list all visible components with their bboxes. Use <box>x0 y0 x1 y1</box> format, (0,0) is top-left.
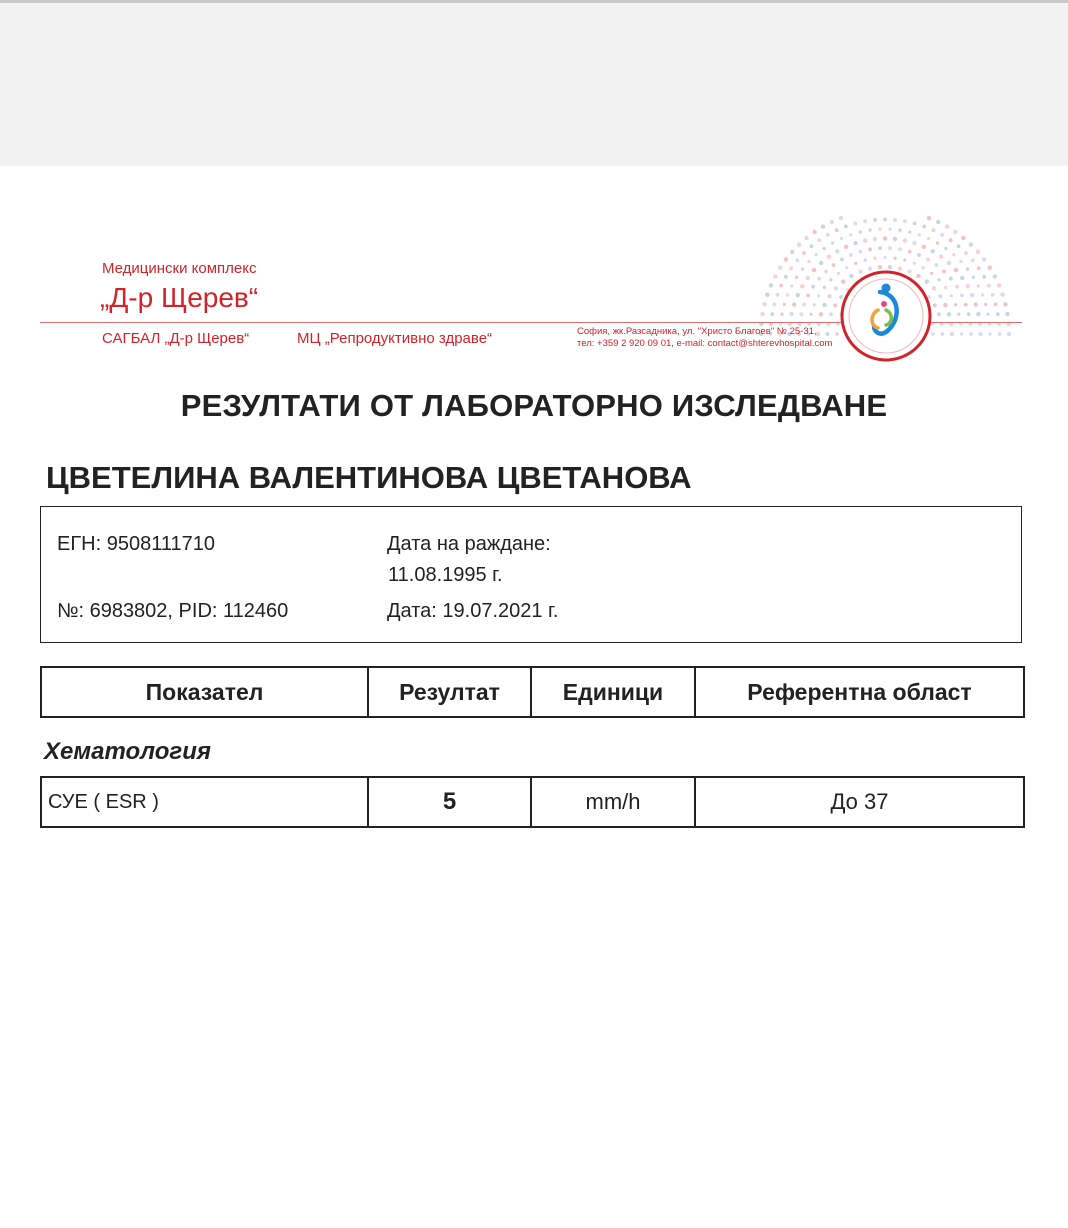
egn-field: ЕГН: 9508111710 <box>57 533 215 555</box>
unit-value: mm/h <box>531 777 695 827</box>
decorative-dot <box>912 241 916 245</box>
decorative-dot <box>893 237 897 241</box>
decorative-dot <box>950 294 953 297</box>
decorative-dot <box>993 274 997 278</box>
decorative-dot <box>964 303 968 307</box>
decorative-dot <box>937 312 941 316</box>
decorative-dot <box>778 266 782 270</box>
decorative-dot <box>840 258 844 262</box>
decorative-dot <box>917 253 921 257</box>
decorative-dot <box>932 286 936 290</box>
decorative-dot <box>849 233 852 236</box>
decorative-dot <box>827 255 831 259</box>
decorative-dot <box>840 237 843 240</box>
decorative-dot <box>988 266 992 270</box>
decorative-dot <box>888 265 892 269</box>
decorative-dot <box>913 262 916 265</box>
decorative-dot <box>873 237 877 241</box>
decorative-dot <box>817 238 821 242</box>
decorative-dot <box>988 332 991 335</box>
hospital-logo-icon <box>840 270 932 362</box>
decorative-dot <box>945 224 949 228</box>
decorative-dot <box>936 242 939 245</box>
decorative-dot <box>898 247 902 251</box>
decorative-dot <box>903 259 906 262</box>
decorative-dot <box>996 312 1000 316</box>
decorative-dot <box>944 286 947 289</box>
address-line: София, жк.Разсадника, ул. "Христо Благоев" № 25-31, <box>577 326 817 337</box>
decorative-dot <box>824 270 828 274</box>
decorative-dot <box>957 313 960 316</box>
decorative-dot <box>991 293 995 297</box>
decorative-dot <box>994 303 998 307</box>
decorative-dot <box>883 218 887 222</box>
decorative-dot <box>835 249 839 253</box>
decorative-dot <box>830 220 834 224</box>
decorative-dot <box>812 268 816 272</box>
decorative-dot <box>954 268 958 272</box>
decorative-dot <box>804 236 808 240</box>
decorative-dot <box>926 258 930 262</box>
decorative-dot <box>789 266 793 270</box>
decorative-dot <box>786 293 789 296</box>
decorative-dot <box>888 228 891 231</box>
decorative-dot <box>849 253 853 257</box>
decorative-dot <box>976 312 980 316</box>
header-result: Резултат <box>368 667 531 717</box>
decorative-dot <box>858 250 862 254</box>
decorative-dot <box>797 242 801 246</box>
result-value: 5 <box>368 777 531 827</box>
decorative-dot <box>802 303 806 307</box>
decorative-dot <box>807 260 810 263</box>
decorative-dot <box>819 261 823 265</box>
decorative-dot <box>978 332 982 336</box>
decorative-dot <box>783 303 786 306</box>
decorative-dot <box>1005 312 1009 316</box>
decorative-dot <box>908 230 911 233</box>
decorative-dot <box>835 228 839 232</box>
decorative-dot <box>834 286 838 290</box>
decorative-dot <box>792 302 796 306</box>
hematology-results-table <box>40 776 1025 828</box>
top-gray-band <box>0 0 1068 166</box>
decorative-dot <box>810 313 813 316</box>
decorative-dot <box>947 312 951 316</box>
decorative-dot <box>927 216 931 220</box>
decorative-dot <box>773 274 777 278</box>
decorative-dot <box>967 312 971 316</box>
decorative-dot <box>854 262 857 265</box>
decorative-dot <box>800 284 804 288</box>
letterhead-branch-sagbal: САГБАЛ „Д-р Щерев“ <box>102 330 250 347</box>
decorative-dot <box>760 312 764 316</box>
decorative-dot <box>817 294 820 297</box>
decorative-dot <box>938 294 942 298</box>
letterhead-address <box>577 326 847 350</box>
decorative-dot <box>960 332 963 335</box>
decorative-dot <box>938 278 941 281</box>
decorative-dot <box>795 276 798 279</box>
decorative-dot <box>802 251 806 255</box>
decorative-dot <box>822 303 826 307</box>
decorative-dot <box>927 237 930 240</box>
header-indicator: Показател <box>41 667 368 717</box>
decorative-dot <box>982 257 986 261</box>
decorative-dot <box>779 284 783 288</box>
indicator-name: СУЕ ( ESR ) <box>41 777 368 827</box>
letterhead-name: „Д-р Щерев“ <box>100 282 259 313</box>
decorative-dot <box>819 312 823 316</box>
decorative-dot <box>913 222 917 226</box>
header-row <box>41 667 1024 717</box>
decorative-dot <box>784 257 788 261</box>
birth-date-value: 11.08.1995 г. <box>388 564 503 586</box>
decorative-dot <box>829 312 833 316</box>
decorative-dot <box>974 302 978 306</box>
decorative-dot <box>932 228 936 232</box>
decorative-dot <box>826 233 830 237</box>
decorative-dot <box>817 277 821 281</box>
decorative-dot <box>942 270 946 274</box>
decorative-dot <box>982 275 986 279</box>
decorative-dot <box>1003 302 1007 306</box>
document-page <box>0 166 1068 1228</box>
decorative-dot <box>873 257 876 260</box>
decorative-dot <box>765 293 769 297</box>
decorative-dot <box>953 230 957 234</box>
decorative-dot <box>966 284 970 288</box>
decorative-dot <box>966 268 969 271</box>
decorative-dot <box>939 255 943 259</box>
decorative-dot <box>780 313 783 316</box>
decorative-dot <box>936 220 940 224</box>
decorative-dot <box>981 293 984 296</box>
decorative-dot <box>888 246 892 250</box>
decorative-dot <box>922 245 926 249</box>
decorative-dot <box>883 256 886 259</box>
decorative-dot <box>790 250 794 254</box>
patient-name: ЦВЕТЕЛИНА ВАЛЕНТИНОВА ЦВЕТАНОВА <box>46 460 692 495</box>
decorative-dot <box>878 265 882 269</box>
decorative-dot <box>773 303 777 307</box>
decorative-dot <box>812 230 816 234</box>
decorative-dot <box>935 263 939 267</box>
decorative-dot <box>863 238 867 242</box>
decorative-dot <box>959 260 962 263</box>
decorative-dot <box>908 250 912 254</box>
decorative-dot <box>998 332 1002 336</box>
decorative-dot <box>943 303 947 307</box>
decorative-dot <box>868 247 872 251</box>
record-number-pid: №: 6983802, PID: 112460 <box>57 600 289 622</box>
decorative-dot <box>813 303 816 306</box>
decorative-dot <box>960 294 964 298</box>
letterhead-subtitle: Медицински комплекс <box>102 260 257 277</box>
decorative-dot <box>769 283 773 287</box>
decorative-dot <box>987 313 990 316</box>
decorative-dot <box>960 276 964 280</box>
decorative-dot <box>795 259 799 263</box>
decorative-dot <box>844 245 848 249</box>
decorative-dot <box>784 275 788 279</box>
decorative-dot <box>969 242 973 246</box>
decorative-dot <box>947 261 951 265</box>
decorative-dot <box>831 242 834 245</box>
decorative-dot <box>863 219 867 223</box>
decorative-dot <box>970 293 974 297</box>
letterhead-branch-mc: МЦ „Репродуктивно здраве“ <box>297 330 493 347</box>
decorative-dot <box>832 263 836 267</box>
result-date: Дата: 19.07.2021 г. <box>387 600 559 622</box>
decorative-dot <box>799 312 803 316</box>
decorative-dot <box>903 238 907 242</box>
decorative-dot <box>878 246 882 250</box>
decorative-dot <box>864 259 867 262</box>
decorative-dot <box>949 277 953 281</box>
letterhead <box>0 166 1068 366</box>
decorative-dot <box>997 283 1001 287</box>
decorative-dot <box>950 332 954 336</box>
decorative-dot <box>821 224 825 228</box>
decorative-dot <box>922 225 926 229</box>
decorative-dot <box>844 225 848 229</box>
decorative-dot <box>815 253 818 256</box>
decorative-dot <box>977 266 981 270</box>
decorative-dot <box>1007 332 1011 336</box>
decorative-dot <box>961 236 965 240</box>
decorative-dot <box>903 219 907 223</box>
decorative-dot <box>941 332 945 336</box>
decorative-dot <box>949 238 953 242</box>
decorative-dot <box>893 218 897 222</box>
decorative-dot <box>859 230 862 233</box>
decorative-dot <box>984 303 987 306</box>
decorative-dot <box>796 293 800 297</box>
decorative-dot <box>806 294 810 298</box>
birth-date-label: Дата на раждане: <box>387 533 551 555</box>
decorative-dot <box>801 268 804 271</box>
header-units: Единици <box>531 667 695 717</box>
decorative-dot <box>853 241 857 245</box>
decorative-dot <box>811 285 815 289</box>
decorative-dot <box>922 266 925 269</box>
decorative-dot <box>873 218 877 222</box>
decorative-dot <box>827 294 831 298</box>
decorative-dot <box>823 247 826 250</box>
decorative-dot <box>918 233 921 236</box>
decorative-dot <box>964 251 968 255</box>
decorative-dot <box>790 284 793 287</box>
decorative-dot <box>952 253 955 256</box>
decorative-dot <box>883 236 887 240</box>
decorative-dot <box>898 229 901 232</box>
decorative-dot <box>839 216 843 220</box>
decorative-dot <box>762 302 766 306</box>
decorative-dot <box>969 332 973 336</box>
results-header-table <box>40 666 1025 718</box>
decorative-dot <box>940 233 944 237</box>
decorative-dot <box>971 259 975 263</box>
document-title: РЕЗУЛТАТИ ОТ ЛАБОРАТОРНО ИЗСЛЕДВАНЕ <box>180 388 888 423</box>
decorative-dot <box>931 249 935 253</box>
table-row <box>41 777 1024 827</box>
decorative-dot <box>933 303 937 307</box>
decorative-dot <box>806 276 810 280</box>
decorative-dot <box>977 284 980 287</box>
decorative-dot <box>810 244 814 248</box>
decorative-dot <box>957 244 961 248</box>
decorative-dot <box>845 266 848 269</box>
decorative-dot <box>823 286 826 289</box>
header-reference-range: Референтна област <box>695 667 1024 717</box>
decorative-dot <box>854 222 858 226</box>
decorative-dot <box>893 257 896 260</box>
contact-line: тел: +359 2 920 09 01, e-mail: contact@shterevhospital.com <box>577 338 833 349</box>
reference-range-value: До 37 <box>695 777 1024 827</box>
decorative-dot <box>833 303 837 307</box>
decorative-dot <box>1000 293 1004 297</box>
decorative-dot <box>789 312 793 316</box>
section-title-hematology: Хематология <box>44 738 212 765</box>
decorative-dot <box>776 293 780 297</box>
decorative-dot <box>869 229 872 232</box>
patient-info-box <box>40 506 1022 643</box>
decorative-dot <box>987 284 991 288</box>
decorative-dot <box>976 250 980 254</box>
decorative-dot <box>770 312 774 316</box>
decorative-dot <box>955 285 959 289</box>
decorative-dot <box>944 247 947 250</box>
decorative-dot <box>878 228 881 231</box>
decorative-dot <box>972 276 975 279</box>
decorative-dot <box>829 278 832 281</box>
decorative-dot <box>954 303 957 306</box>
